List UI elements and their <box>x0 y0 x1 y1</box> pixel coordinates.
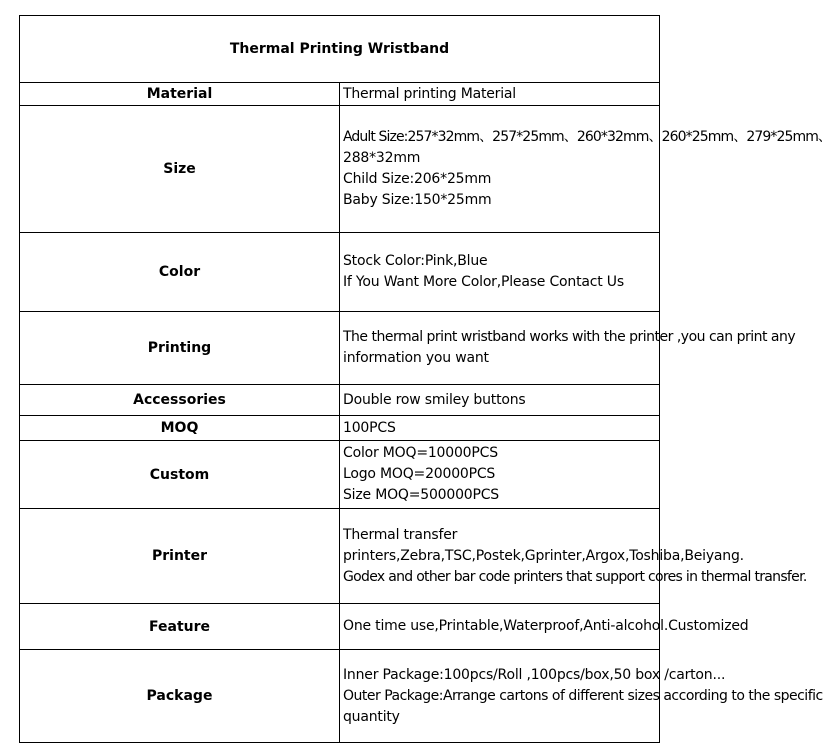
value-line: Baby Size:150*25mm <box>343 192 492 208</box>
value-line: Size MOQ=500000PCS <box>343 487 499 503</box>
value-line: Thermal transfer <box>343 526 458 543</box>
row-label-color: Color <box>20 233 340 312</box>
table-row <box>20 650 660 743</box>
row-label-accessories: Accessories <box>20 385 340 416</box>
row-value-package <box>340 650 823 743</box>
row-label-moq: MOQ <box>20 416 340 441</box>
value-line: information you want <box>343 350 489 366</box>
table-row <box>20 312 660 385</box>
table-title: Thermal Printing Wristband <box>20 16 660 83</box>
table-row <box>20 83 660 106</box>
row-value-printing <box>340 312 796 385</box>
row-label-custom: Custom <box>20 441 340 509</box>
spec-table <box>19 15 831 743</box>
row-label-size: Size <box>20 106 340 233</box>
row-label-feature: Feature <box>20 604 340 650</box>
value-line: Double row smiley buttons <box>343 391 526 408</box>
value-line: Color MOQ=10000PCS <box>343 445 498 461</box>
row-value-size <box>340 106 831 233</box>
value-line: 100PCS <box>343 419 396 436</box>
value-line: Child Size:206*25mm <box>343 171 492 187</box>
value-line: If You Want More Color,Please Contact Us <box>343 274 624 290</box>
value-line: quantity <box>343 708 400 725</box>
table-row <box>20 385 660 416</box>
value-line: One time use,Printable,Waterproof,Anti-alcohol.Customized <box>343 618 749 634</box>
row-value-printer <box>340 509 807 604</box>
row-value-feature <box>340 604 749 650</box>
value-line: Inner Package:100pcs/Roll ,100pcs/box,50 box /carton... <box>343 666 726 683</box>
value-line: Godex and other bar code printers that support cores in thermal transfer. <box>343 568 807 585</box>
table-row <box>20 441 660 509</box>
row-value-color <box>340 233 660 312</box>
value-line: printers,Zebra,TSC,Postek,Gprinter,Argox,Toshiba,Beiyang. <box>343 547 744 564</box>
title-row <box>20 16 660 83</box>
table-row <box>20 604 660 650</box>
value-line: Stock Color:Pink,Blue <box>343 253 488 269</box>
row-value-accessories <box>340 385 660 416</box>
value-line: 288*32mm <box>343 150 421 166</box>
table-row <box>20 106 660 233</box>
row-value-material <box>340 83 660 106</box>
table-row <box>20 416 660 441</box>
row-value-moq <box>340 416 660 441</box>
row-label-printing: Printing <box>20 312 340 385</box>
row-value-custom <box>340 441 660 509</box>
value-line: Outer Package:Arrange cartons of different sizes according to the specific <box>343 687 823 704</box>
row-label-material: Material <box>20 83 340 106</box>
value-line: Thermal printing Material <box>343 85 516 102</box>
row-label-package: Package <box>20 650 340 743</box>
value-line: Adult Size:257*32mm、257*25mm、260*32mm、260*25mm、279*25mm、 <box>343 129 831 145</box>
row-label-printer: Printer <box>20 509 340 604</box>
table-row <box>20 509 660 604</box>
table-row <box>20 233 660 312</box>
value-line: The thermal print wristband works with the printer ,you can print any <box>343 329 796 345</box>
value-line: Logo MOQ=20000PCS <box>343 466 496 482</box>
